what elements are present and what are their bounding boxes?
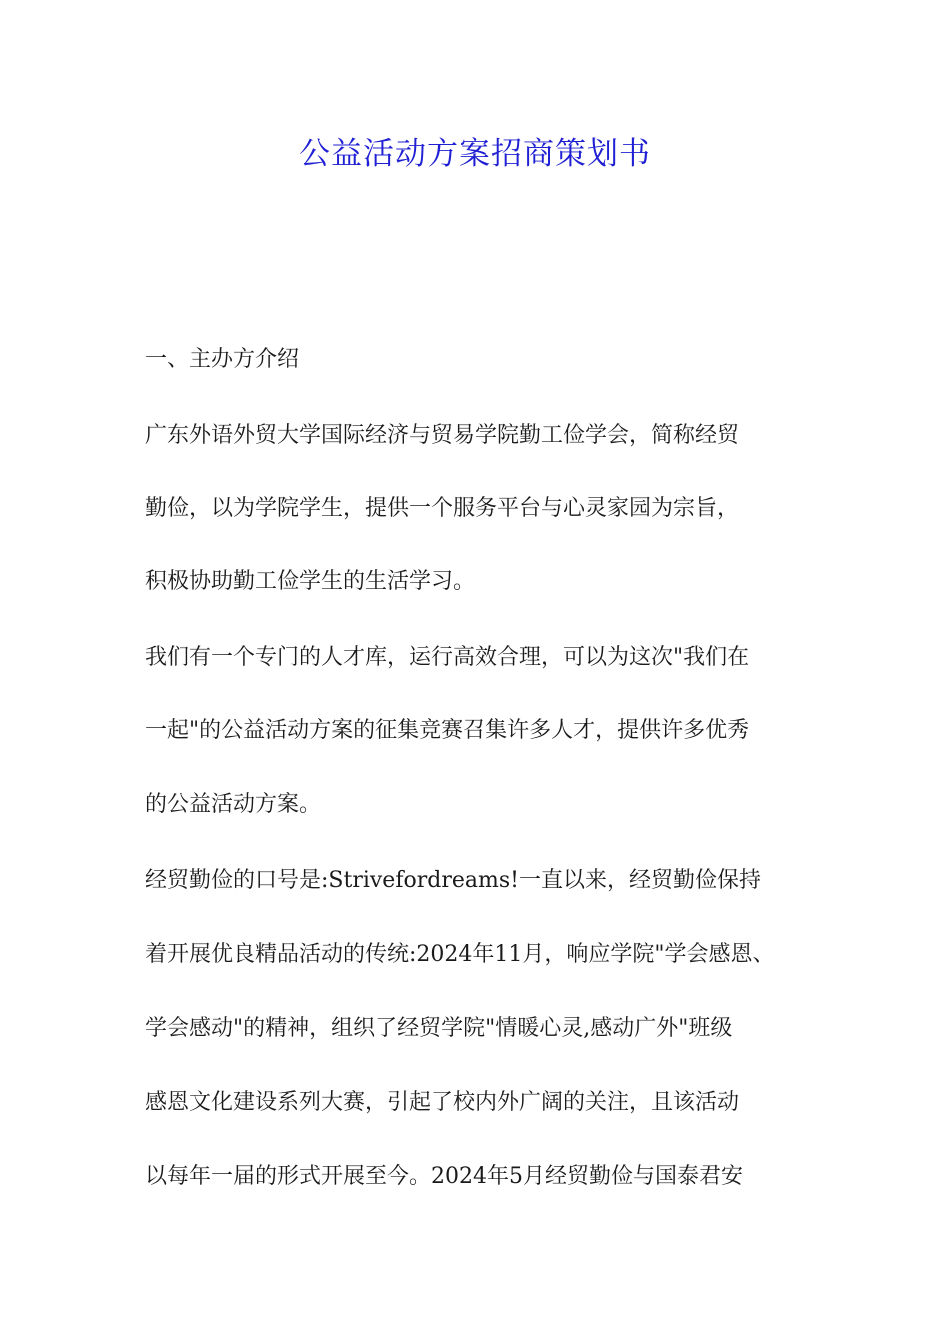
paragraph-line: 以每年一届的形式开展至今。2024年5月经贸勤俭与国泰君安 [145,1164,743,1189]
paragraph-line: 的公益活动方案。 [145,792,322,817]
paragraph-line: 勤俭，以为学院学生，提供一个服务平台与心灵家园为宗旨， [145,496,740,521]
paragraph-line: 我们有一个专门的人才库，运行高效合理，可以为这次"我们在 [145,645,750,670]
paragraph-line: 感恩文化建设系列大赛，引起了校内外广阔的关注，且该活动 [145,1090,740,1115]
section-heading: 一、主办方介绍 [145,347,300,372]
paragraph-line: 一起"的公益活动方案的征集竞赛召集许多人才，提供许多优秀 [145,718,750,743]
paragraph-line: 经贸勤俭的口号是:Strivefordreams!一直以来，经贸勤俭保持 [145,868,761,893]
paragraph-line: 学会感动"的精神，组织了经贸学院"情暖心灵,感动广外"班级 [145,1016,733,1041]
document-title: 公益活动方案招商策划书 [299,136,651,172]
paragraph-line: 积极协助勤工俭学生的生活学习。 [145,569,476,594]
paragraph-line: 广东外语外贸大学国际经济与贸易学院勤工俭学会，简称经贸 [145,423,740,448]
paragraph-line: 着开展优良精品活动的传统:2024年11月，响应学院"学会感恩、 [145,942,775,967]
